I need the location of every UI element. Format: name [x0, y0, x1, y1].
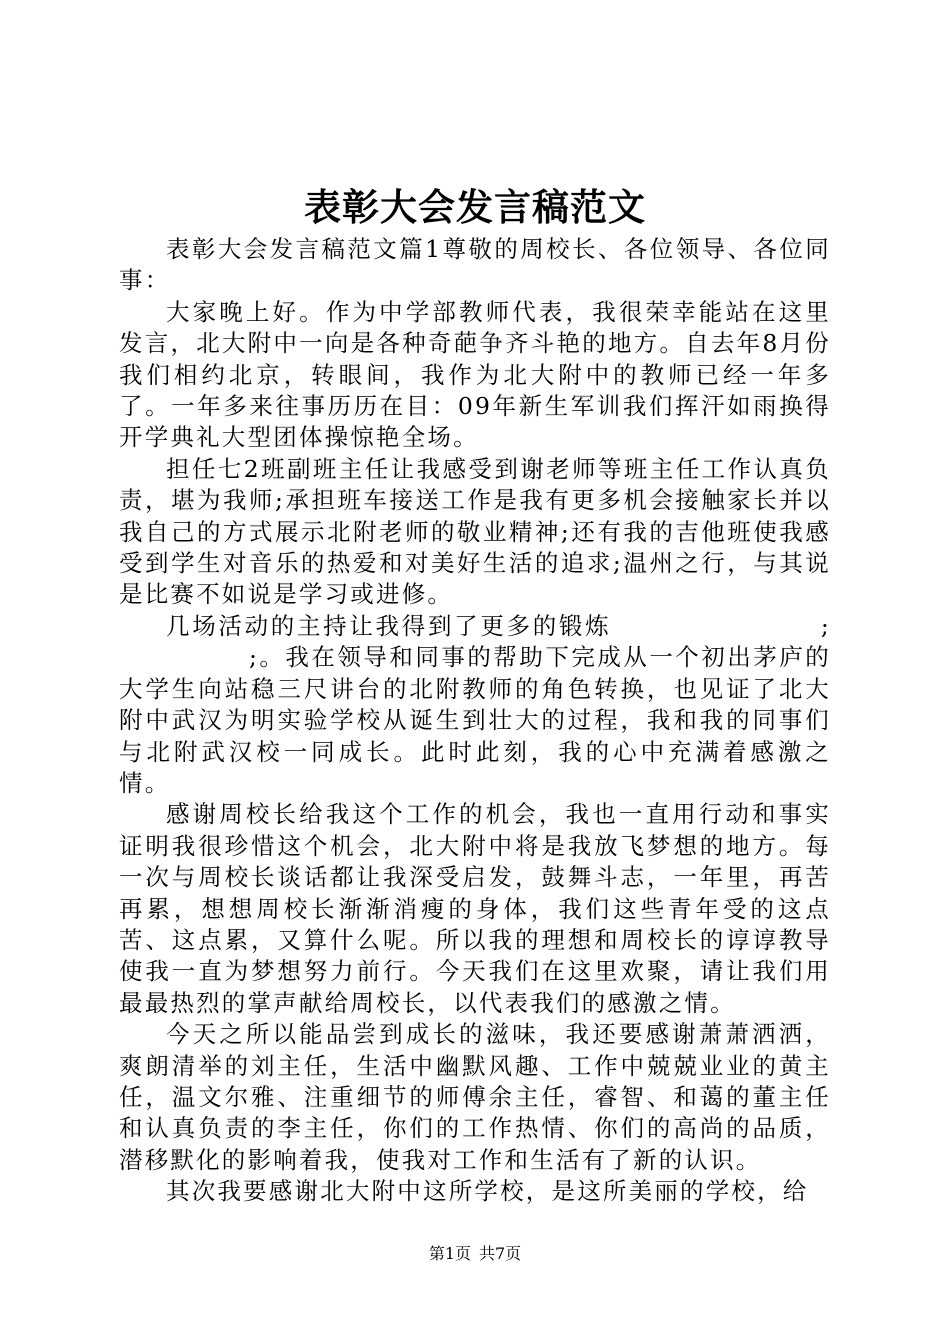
- paragraph: ;。我在领导和同事的帮助下完成从一个初出茅庐的大学生向站稳三尺讲台的北附教师的角色转换，也见证了北大附中武汉为明实验学校从诞生到壮大的过程，我和我的同事们与北附武汉校一同成长。此时此刻，我的心中充满着感激之情。: [119, 643, 831, 797]
- paragraph: 感谢周校长给我这个工作的机会，我也一直用行动和事实证明我很珍惜这个机会，北大附中将是我放飞梦想的地方。每一次与周校长谈话都让我深受启发，鼓舞斗志，一年里，再苦再累，想想周校长渐渐消瘦的身体，我们这些青年受的这点苦、这点累，又算什么呢。所以我的理想和周校长的谆谆教导使我一直为梦想努力前行。今天我们在这里欢聚，请让我们用最最热烈的掌声献给周校长，以代表我们的感激之情。: [119, 800, 831, 1017]
- page-number: 第1页: [428, 1244, 471, 1263]
- paragraph: 担任七2班副班主任让我感受到谢老师等班主任工作认真负责，堪为我师;承担班车接送工作是我有更多机会接触家长并以我自己的方式展示北附老师的敬业精神;还有我的吉他班使我感受到学生对音乐的热爱和对美好生活的追求;温州之行，与其说是比赛不如说是学习或进修。: [119, 454, 831, 609]
- paragraph: 几场活动的主持让我得到了更多的锻炼 ;: [166, 611, 831, 640]
- document-body: [119, 234, 831, 1208]
- paragraph: 表彰大会发言稿范文篇1尊敬的周校长、各位领导、各位同事：: [119, 235, 831, 295]
- paragraph: 今天之所以能品尝到成长的滋味，我还要感谢萧萧洒洒，爽朗清举的刘主任，生活中幽默风趣、工作中兢兢业业的黄主任，温文尔雅、注重细节的师傅余主任，睿智、和蔼的董主任和认真负责的李主任，你们的工作热情、你们的高尚的品质，潜移默化的影响着我，使我对工作和生活有了新的认识。: [119, 1020, 831, 1174]
- paragraph: 其次我要感谢北大附中这所学校，是这所美丽的学校，给: [166, 1177, 809, 1206]
- paragraph: 大家晚上好。作为中学部教师代表，我很荣幸能站在这里发言，北大附中一向是各种奇葩争齐斗艳的地方。自去年8月份我们相约北京，转眼间，我作为北大附中的教师已经一年多了。一年多来往事历历在目：09年新生军训我们挥汗如雨换得开学典礼大型团体操惊艳全场。: [119, 297, 831, 452]
- page-footer: [0, 1243, 950, 1265]
- page-total: 共7页: [479, 1244, 522, 1263]
- document-title: 表彰大会发言稿范文: [304, 185, 646, 229]
